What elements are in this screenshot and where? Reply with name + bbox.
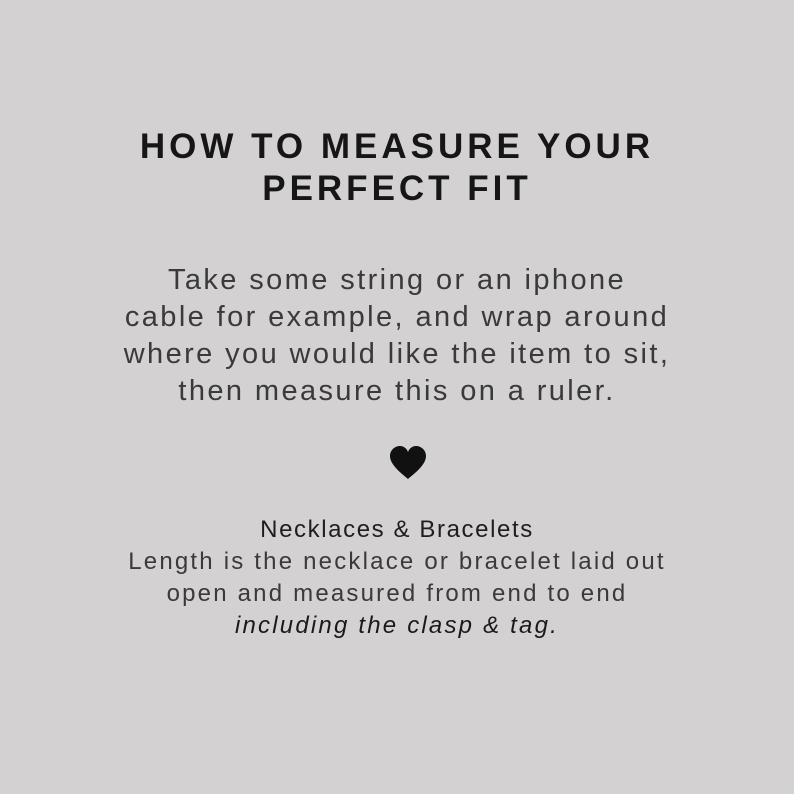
- intro-line-3: where you would like the item to sit,: [123, 338, 671, 370]
- intro-line-2: cable for example, and wrap around: [124, 301, 670, 333]
- intro-paragraph: [0, 262, 794, 410]
- page-title: [0, 126, 794, 210]
- section-line-2: open and measured from end to end: [166, 580, 628, 607]
- intro-line-1: Take some string or an iphone: [167, 264, 627, 296]
- section-emphasis: including the clasp & tag.: [234, 612, 560, 639]
- section-line-1: Length is the necklace or bracelet laid out: [128, 548, 666, 575]
- title-line-1: HOW TO MEASURE YOUR: [139, 127, 655, 166]
- necklaces-bracelets-section: [0, 514, 794, 642]
- section-body: [0, 546, 794, 642]
- heart-icon: [389, 446, 427, 480]
- section-heading: Necklaces & Bracelets: [260, 516, 534, 543]
- intro-line-4: then measure this on a ruler.: [178, 375, 616, 407]
- title-line-2: PERFECT FIT: [262, 169, 532, 208]
